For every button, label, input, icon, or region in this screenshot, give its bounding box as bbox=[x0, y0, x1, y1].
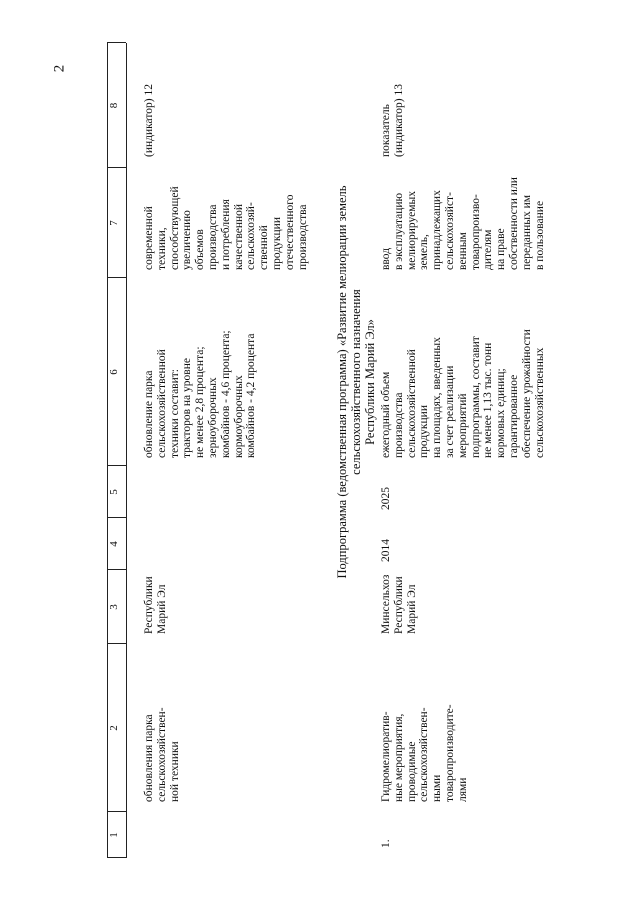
subprogram-heading: Подпрограмма (ведомственная программа) «Развитие мелиорации земель сельскохозяйственного назначения Республики Марий Эл» bbox=[335, 185, 377, 579]
row1-executor: Минсельхоз Республики Марий Эл bbox=[380, 574, 418, 634]
row1-consequences: ввод в эксплуатацию мелиорируемых земель, принадлежащих сельскохозяйст- венным товаропроизво- дителям на праве собственности или переданных им в пользование bbox=[380, 177, 546, 270]
prev-row-consequences: современной техники, способствующей увеличению объемов производства и потребления качественной сельскохозяй- ственной продукции отечественного производства bbox=[143, 186, 309, 270]
header-col-1: 1 bbox=[108, 832, 120, 838]
header-col-2: 2 bbox=[108, 725, 120, 731]
row1-indicator: показатель (индикатор) 13 bbox=[380, 84, 405, 157]
page-number: 2 bbox=[51, 64, 68, 73]
prev-row-name: обновления парка сельскохозяйствен- ной техники bbox=[143, 707, 181, 802]
prev-row-expected-result: обновление парка сельскохозяйственной техники составит: тракторов на уровне не менее 2,8 процента; зерноуборочных комбайнов - 4,6 процента; кормоуборочных комбайнов - 4,2 процента bbox=[143, 330, 258, 458]
table-header-rule bbox=[126, 43, 127, 858]
prev-row-indicator: (индикатор) 12 bbox=[143, 84, 155, 157]
row1-number: 1. bbox=[380, 839, 392, 848]
row1-expected-result: ежегодный объем производства сельскохозяйственной продукции на площадях, введенных за счет реализации мероприятий подпрограммы, составит не менее 1,13 тыс. тонн кормовых единиц; гарантированное обеспечение урожайности сельскохозяйственных bbox=[380, 329, 546, 458]
prev-row-executor: Республики Марий Эл bbox=[143, 576, 168, 634]
row1-end-year: 2025 bbox=[380, 487, 392, 510]
row1-measure-name: Гидромелиоратив- ные мероприятия, проводимые сельскохозяйствен- ными товаропроизводите- лями bbox=[380, 704, 469, 802]
header-col-8: 8 bbox=[108, 102, 120, 109]
header-col-4: 4 bbox=[108, 541, 120, 547]
row1-start-year: 2014 bbox=[380, 539, 392, 562]
header-col-3: 3 bbox=[108, 604, 120, 610]
header-col-6: 6 bbox=[108, 369, 120, 375]
header-col-7: 7 bbox=[108, 220, 120, 226]
header-col-5: 5 bbox=[108, 489, 120, 495]
